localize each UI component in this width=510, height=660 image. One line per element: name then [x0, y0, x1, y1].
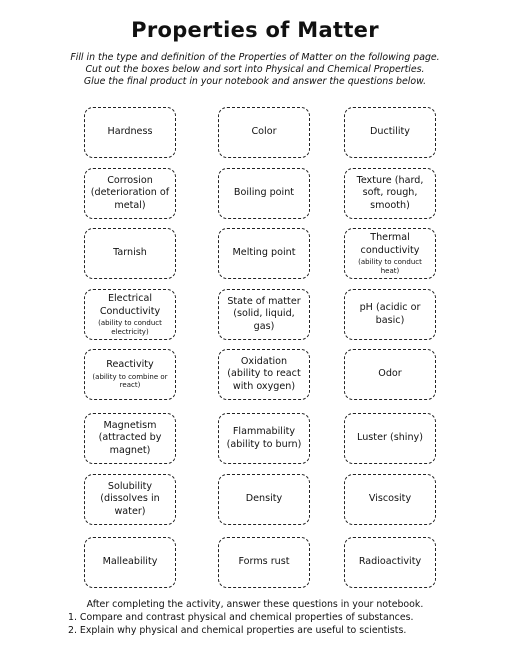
property-card-grid — [84, 107, 436, 588]
card-label: Flammability (ability to burn) — [226, 426, 302, 450]
card-label: Reactivity — [106, 359, 154, 371]
property-card[interactable] — [344, 107, 436, 158]
card-label: Solubility (dissolves in water) — [100, 480, 160, 517]
card-label: Magnetism (attracted by magnet) — [98, 419, 162, 456]
property-card[interactable] — [218, 349, 310, 400]
property-card[interactable] — [344, 349, 436, 400]
card-note: (ability to conduct electricity) — [98, 319, 162, 336]
property-card[interactable] — [344, 289, 436, 340]
property-card[interactable] — [344, 474, 436, 525]
instruction-line: Glue the final product in your notebook and answer the questions below. — [83, 76, 427, 87]
card-note: (ability to conduct heat) — [358, 258, 422, 275]
card-label: Malleability — [102, 556, 158, 568]
card-label: Thermal conductivity — [360, 232, 420, 256]
card-label: Odor — [378, 368, 402, 380]
card-label: Luster (shiny) — [357, 432, 423, 444]
card-label: Tarnish — [113, 247, 147, 259]
property-card[interactable] — [84, 413, 176, 464]
card-label: Texture (hard, soft, rough, smooth) — [356, 174, 424, 211]
property-card[interactable] — [344, 413, 436, 464]
card-label: Oxidation (ability to react with oxygen) — [227, 355, 301, 392]
property-card[interactable] — [344, 537, 436, 588]
property-card[interactable] — [84, 228, 176, 279]
property-card[interactable] — [344, 228, 436, 279]
card-note: (ability to combine or react) — [92, 372, 168, 390]
card-label: Hardness — [107, 126, 153, 138]
footer-lead: After completing the activity, answer these questions in your notebook. — [86, 599, 424, 610]
property-card[interactable] — [84, 107, 176, 158]
card-label: Ductility — [370, 126, 410, 138]
property-card[interactable] — [84, 474, 176, 525]
property-card[interactable] — [218, 289, 310, 340]
footer-questions — [0, 598, 510, 637]
property-card[interactable] — [218, 168, 310, 219]
card-label: Melting point — [232, 247, 296, 259]
property-card[interactable] — [218, 537, 310, 588]
page-title: Properties of Matter — [131, 18, 379, 42]
property-card[interactable] — [344, 168, 436, 219]
property-card[interactable] — [84, 168, 176, 219]
card-label: Radioactivity — [358, 556, 422, 568]
property-card[interactable] — [84, 349, 176, 400]
question-item: 1. Compare and contrast physical and chemical properties of substances. — [68, 612, 414, 623]
card-label: Viscosity — [368, 493, 412, 505]
card-label: pH (acidic or basic) — [359, 302, 421, 326]
property-card[interactable] — [84, 289, 176, 340]
card-label: Boiling point — [233, 187, 295, 199]
instruction-line: Fill in the type and definition of the Properties of Matter on the following page. — [70, 52, 440, 63]
property-card[interactable] — [218, 228, 310, 279]
property-card[interactable] — [84, 537, 176, 588]
card-label: Forms rust — [238, 556, 290, 568]
question-item: 2. Explain why physical and chemical properties are useful to scientists. — [68, 625, 407, 636]
instruction-line: Cut out the boxes below and sort into Physical and Chemical Properties. — [85, 64, 425, 75]
property-card[interactable] — [218, 474, 310, 525]
card-label: Density — [245, 493, 283, 505]
card-label: Color — [251, 126, 277, 138]
card-label: State of matter (solid, liquid, gas) — [227, 295, 301, 332]
property-card[interactable] — [218, 413, 310, 464]
property-card[interactable] — [218, 107, 310, 158]
card-label: Corrosion (deterioration of metal) — [90, 174, 170, 211]
card-label: Electrical Conductivity — [99, 293, 161, 317]
instructions — [0, 52, 510, 88]
